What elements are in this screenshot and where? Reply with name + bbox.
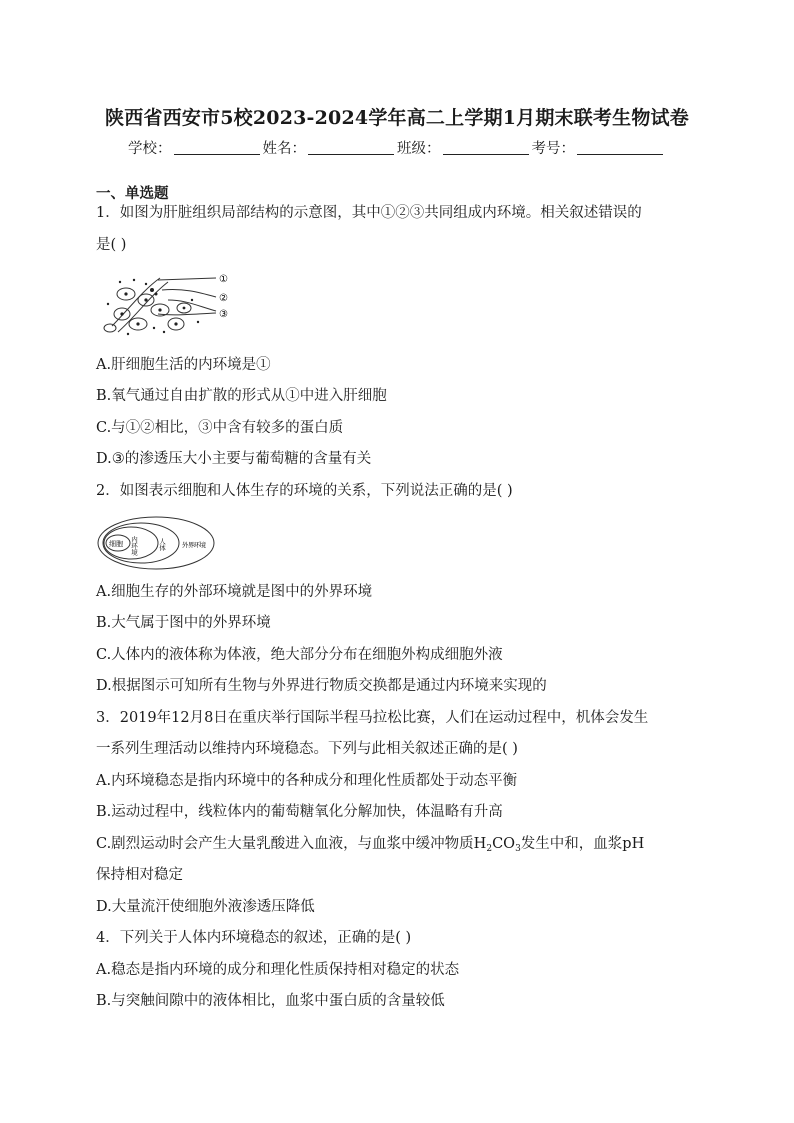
q3-stem-line2: 一系列生理活动以维持内环境稳态。下列与此相关叙述正确的是( ) [96, 741, 518, 757]
page-title: 陕西省西安市5校2023-2024学年高二上学期1月期末联考生物试卷 [105, 107, 689, 129]
q2-option-b: B.大气属于图中的外界环境 [96, 615, 271, 631]
q3-option-a: A.内环境稳态是指内环境中的各种成分和理化性质都处于动态平衡 [96, 773, 518, 789]
exam-no-blank[interactable] [577, 140, 663, 155]
diagram-cell-label: 细胞 [109, 540, 123, 548]
q3-option-b: B.运动过程中，线粒体内的葡萄糖氧化分解加快，体温略有升高 [96, 804, 503, 820]
fig1-label-1: ① [219, 274, 228, 285]
liver-tissue-figure [98, 270, 238, 340]
exam-no-label: 考号： [531, 141, 575, 157]
q3-option-c-part3: 发生中和，血浆pH [520, 836, 645, 852]
q3-option-c-part1: C.剧烈运动时会产生大量乳酸进入血液，与血浆中缓冲物质H [96, 836, 487, 852]
q1-stem-line2: 是( ) [96, 237, 127, 253]
school-blank[interactable] [174, 140, 260, 155]
q4-stem-line1: 4．下列关于人体内环境稳态的叙述，正确的是( ) [96, 930, 412, 946]
q2-stem-line1: 2．如图表示细胞和人体生存的环境的关系，下列说法正确的是( ) [96, 483, 513, 499]
q3-option-c-part2: CO [492, 836, 516, 852]
student-info-row [0, 137, 794, 158]
school-label: 学校： [128, 141, 172, 157]
q2-option-a: A.细胞生存的外部环境就是图中的外界环境 [96, 584, 373, 600]
diagram-inner-env-label: 内环境 [130, 536, 138, 556]
section-title: 一、单选题 [96, 185, 169, 202]
diagram-outer-env-label: 外界环境 [182, 541, 206, 549]
name-label: 姓名： [262, 141, 306, 157]
q1-stem-line1: 1．如图为肝脏组织局部结构的示意图，其中①②③共同组成内环境。相关叙述错误的 [96, 205, 642, 221]
fig1-label-2: ② [219, 293, 228, 304]
q3-option-c-sub2: 3 [515, 844, 521, 854]
q3-option-c-sub1: 2 [486, 844, 493, 854]
q3-option-c-line1 [96, 834, 644, 859]
q3-stem-line1: 3．2019年12月8日在重庆举行国际半程马拉松比赛，人们在运动过程中，机体会发生 [96, 710, 649, 726]
environment-diagram [96, 514, 218, 572]
q3-option-c-line2: 保持相对稳定 [96, 867, 183, 883]
q2-option-c: C.人体内的液体称为体液，绝大部分分布在细胞外构成细胞外液 [96, 647, 503, 663]
fig1-label-3: ③ [219, 309, 228, 320]
q4-option-b: B.与突触间隙中的液体相比，血浆中蛋白质的含量较低 [96, 993, 445, 1009]
q1-option-c: C.与①②相比，③中含有较多的蛋白质 [96, 420, 344, 436]
q3-option-d: D.大量流汗使细胞外液渗透压降低 [96, 899, 315, 915]
q2-option-d: D.根据图示可知所有生物与外界进行物质交换都是通过内环境来实现的 [96, 678, 547, 694]
q4-option-a: A.稳态是指内环境的成分和理化性质保持相对稳定的状态 [96, 962, 460, 978]
q1-option-b: B.氧气通过自由扩散的形式从①中进入肝细胞 [96, 388, 387, 404]
q1-option-d: D.③的渗透压大小主要与葡萄糖的含量有关 [96, 451, 372, 467]
q1-option-a: A.肝细胞生活的内环境是① [96, 357, 271, 373]
name-blank[interactable] [308, 140, 394, 155]
class-blank[interactable] [443, 140, 529, 155]
diagram-body-label: 人体 [158, 538, 166, 551]
class-label: 班级： [397, 141, 441, 157]
